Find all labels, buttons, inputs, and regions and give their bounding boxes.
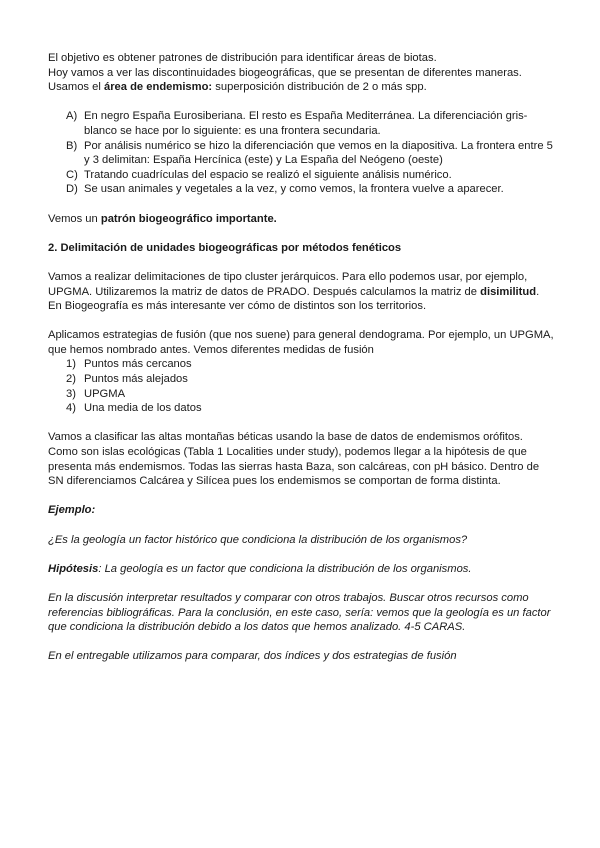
- pattern-line: [48, 212, 558, 227]
- discussion-line-1: En la discusión interpretar resultados y comparar con otros trabajos. Buscar otros recursos como: [48, 591, 529, 604]
- pattern-pre: Vemos un: [48, 212, 101, 225]
- para3-line-1: Vamos a clasificar las altas montañas béticas usando la base de datos de endemismos orófitos.: [48, 431, 523, 444]
- dissimilarity-term: disimilitud: [480, 285, 537, 298]
- lettered-list-item: [48, 168, 558, 183]
- list-marker: C): [66, 168, 78, 181]
- intro-line-2: Hoy vamos a ver las discontinuidades biogeográficas, que se presentan de diferentes maneras.: [48, 66, 522, 79]
- list-marker: 2): [66, 373, 76, 386]
- section-heading: 2. Delimitación de unidades biogeográficas por métodos fenéticos: [48, 241, 402, 254]
- hypothesis-line: [48, 562, 558, 577]
- numbered-list-item: [48, 357, 558, 372]
- para1-line-2-pre: UPGMA. Utilizaremos la matriz de datos de PRADO. Después calculamos la matriz de: [48, 285, 481, 298]
- document-page: [48, 51, 558, 664]
- list-marker: A): [66, 110, 78, 123]
- discussion-line-3: que condiciona la distribución debido a los datos que hemos analizado. 4-5 CARAS.: [48, 621, 466, 634]
- pattern-bold: patrón biogeográfico importante.: [100, 212, 277, 225]
- numbered-list: [48, 357, 558, 415]
- hypothesis-text: : La geología es un factor que condiciona la distribución de los organismos.: [98, 562, 472, 575]
- para1-line-2-post: .: [536, 285, 540, 298]
- para2-line-1: Aplicamos estrategias de fusión (que nos suene) para general dendograma. Por ejemplo, un UPGMA,: [48, 329, 554, 342]
- list-marker: 3): [66, 387, 76, 400]
- discussion-line-2: referencias bibliográficas. Para la conclusión, en este caso, sería: vemos que la geología es un factor: [48, 606, 551, 619]
- para1-line-2: [48, 285, 558, 300]
- list-item-text: Tratando cuadrículas del espacio se realizó el siguiente análisis numérico.: [84, 168, 452, 181]
- example-heading: [48, 503, 558, 518]
- para3-line-3: presenta más endemismos. Todas las sierras hasta Baza, son calcáreas, con pH básico. Dentro de: [48, 460, 540, 473]
- numbered-list-item: [48, 401, 558, 416]
- list-marker: 4): [66, 402, 76, 415]
- example-question: ¿Es la geología un factor histórico que condiciona la distribución de los organismos?: [48, 533, 468, 546]
- list-marker: B): [66, 139, 78, 152]
- lettered-list-item: [48, 182, 558, 197]
- list-item-text: Una media de los datos: [84, 402, 202, 415]
- list-marker: 1): [66, 358, 76, 371]
- numbered-list-item: [48, 387, 558, 402]
- list-item-text: Se usan animales y vegetales a la vez, y como vemos, la frontera vuelve a aparecer.: [84, 183, 504, 196]
- numbered-list-item: [48, 372, 558, 387]
- para2-line-2: que hemos nombrado antes. Vemos diferentes medidas de fusión: [48, 343, 374, 356]
- intro-line-1: El objetivo es obtener patrones de distribución para identificar áreas de biotas.: [48, 52, 437, 64]
- para3-line-2: Como son islas ecológicas (Tabla 1 Localities under study), podemos llegar a la hipótesis de que: [48, 446, 527, 459]
- intro-line-3: [48, 80, 558, 95]
- hypothesis-label: Hipótesis: [48, 562, 99, 575]
- para3-line-4: SN diferenciamos Calcárea y Silícea pues los endemismos se comportan de forma distinta.: [48, 475, 501, 488]
- list-item-text: UPGMA: [84, 387, 126, 400]
- list-item-text: Puntos más cercanos: [84, 358, 192, 371]
- list-item-text: Puntos más alejados: [84, 373, 188, 386]
- list-marker: D): [66, 183, 78, 196]
- lettered-list-item: [48, 139, 558, 168]
- list-item-text: En negro España Eurosiberiana. El resto es España Mediterránea. La diferenciación gris-blanco se hace por lo siguiente: es una frontera secundaria.: [84, 110, 528, 137]
- final-line: En el entregable utilizamos para comparar, dos índices y dos estrategias de fusión: [48, 650, 457, 663]
- endemism-term: área de endemismo:: [103, 81, 213, 94]
- example-heading-text: Ejemplo:: [48, 504, 96, 517]
- intro-line-3-pre: Usamos el: [48, 81, 104, 94]
- list-item-text: Por análisis numérico se hizo la diferenciación que vemos en la diapositiva. La frontera entre 5 y 3 delimitan: España Hercínica (este) y La España del Neógeno (oeste): [84, 139, 553, 167]
- para1-line-3: En Biogeografía es más interesante ver cómo de distintos son los territorios.: [48, 300, 427, 313]
- lettered-list: [48, 109, 558, 197]
- para1-line-1: Vamos a realizar delimitaciones de tipo cluster jerárquicos. Para ello podemos usar, por ejemplo,: [48, 270, 528, 283]
- intro-line-3-post: superposición distribución de 2 o más spp.: [212, 81, 427, 94]
- lettered-list-item: [48, 109, 558, 138]
